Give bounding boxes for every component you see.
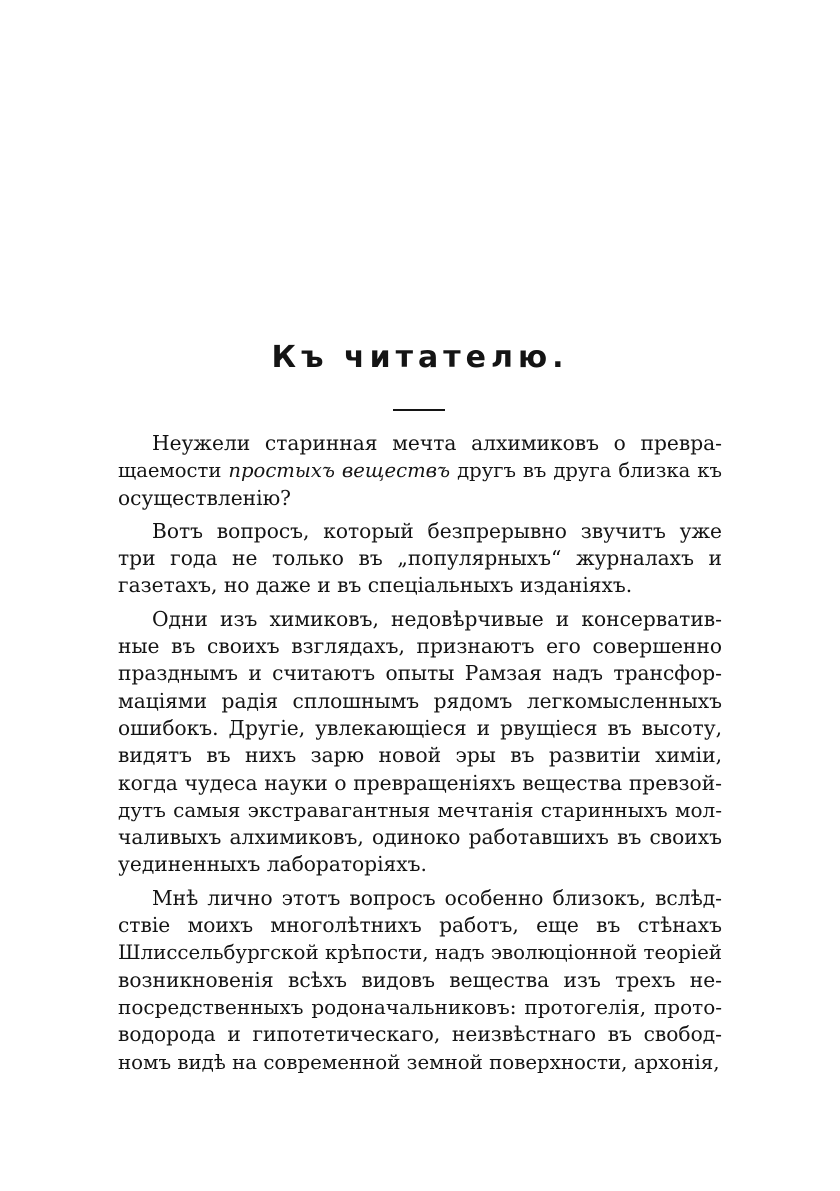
paragraph [118, 430, 722, 512]
text-line [118, 715, 722, 742]
text-run: ствіе моихъ многолѣтнихъ работъ, еще въ стѣнахъ [118, 913, 722, 938]
text-line [118, 457, 722, 484]
text-line [118, 606, 722, 633]
text-line [118, 660, 722, 687]
text-line [118, 485, 722, 512]
text-run: посредственныхъ родоначальниковъ: протогелія, прото- [118, 994, 722, 1019]
text-run: Шлиссельбургской крѣпости, надъ эволюціонной теоріей [118, 941, 722, 965]
text-run: Одни изъ химиковъ, недовѣрчивые и консерватив- [152, 606, 722, 631]
text-line [118, 1021, 722, 1048]
text-line [118, 912, 722, 939]
paragraph [118, 885, 722, 1076]
heading-divider [393, 409, 445, 411]
text-run: празднымъ и считаютъ опыты Рамзая надъ трансфор- [118, 661, 722, 686]
text-run: водорода и гипотетическаго, неизвѣстнаго въ свобод- [118, 1022, 722, 1047]
text-run: возникновенія всѣхъ видовъ вещества изъ трехъ не- [118, 967, 722, 992]
text-run: маціями радія сплошнымъ рядомъ легкомысленныхъ [118, 688, 722, 713]
body-text [118, 430, 722, 1082]
text-run: Мнѣ лично этотъ вопросъ особенно близокъ, вслѣд- [152, 885, 722, 910]
text-run: щаемости [118, 459, 229, 483]
text-line [118, 1049, 722, 1076]
text-run: три года не только въ „популярныхъ“ журналахъ и [118, 546, 722, 571]
text-run: газетахъ, но даже и въ спеціальныхъ изданіяхъ. [118, 573, 633, 598]
text-line [118, 518, 722, 545]
italic-phrase: простыхъ веществъ [228, 459, 451, 483]
text-line [118, 939, 722, 966]
text-line [118, 824, 722, 851]
text-run: Неужели старинная мечта алхимиковъ о превра- [152, 431, 722, 455]
text-run: ошибокъ. Другіе, увлекающіеся и рвущіеся въ высоту, [118, 715, 722, 740]
text-run: чаливыхъ алхимиковъ, одиноко работавшихъ въ своихъ [118, 825, 722, 850]
text-line [118, 885, 722, 912]
text-run: другъ въ друга близка къ [450, 459, 722, 483]
text-line [118, 770, 722, 797]
paragraph [118, 606, 722, 879]
text-line [118, 688, 722, 715]
text-run: уединенныхъ лабораторіяхъ. [118, 852, 427, 877]
text-line [118, 967, 722, 994]
text-run: Вотъ вопросъ, который безпрерывно звучитъ уже [152, 518, 722, 543]
text-line [118, 851, 722, 878]
text-line [118, 545, 722, 572]
text-line [118, 572, 722, 599]
text-line [118, 430, 722, 457]
text-line [118, 797, 722, 824]
text-line [118, 633, 722, 660]
text-run: номъ видѣ на современной земной поверхности, архонія, [118, 1050, 720, 1074]
text-run: осуществленію? [118, 485, 291, 510]
paragraph [118, 518, 722, 600]
text-run: когда чудеса науки о превращеніяхъ вещества превзой- [118, 770, 722, 795]
text-line [118, 994, 722, 1021]
text-run: дутъ самыя экстравагантныя мечтанія старинныхъ мол- [118, 797, 722, 822]
text-line [118, 742, 722, 769]
text-run: видятъ въ нихъ зарю новой эры въ развитіи химіи, [118, 743, 722, 768]
text-run: ные въ своихъ взглядахъ, признаютъ его совершенно [118, 634, 722, 659]
chapter-heading: Къ читателю. [271, 340, 569, 375]
